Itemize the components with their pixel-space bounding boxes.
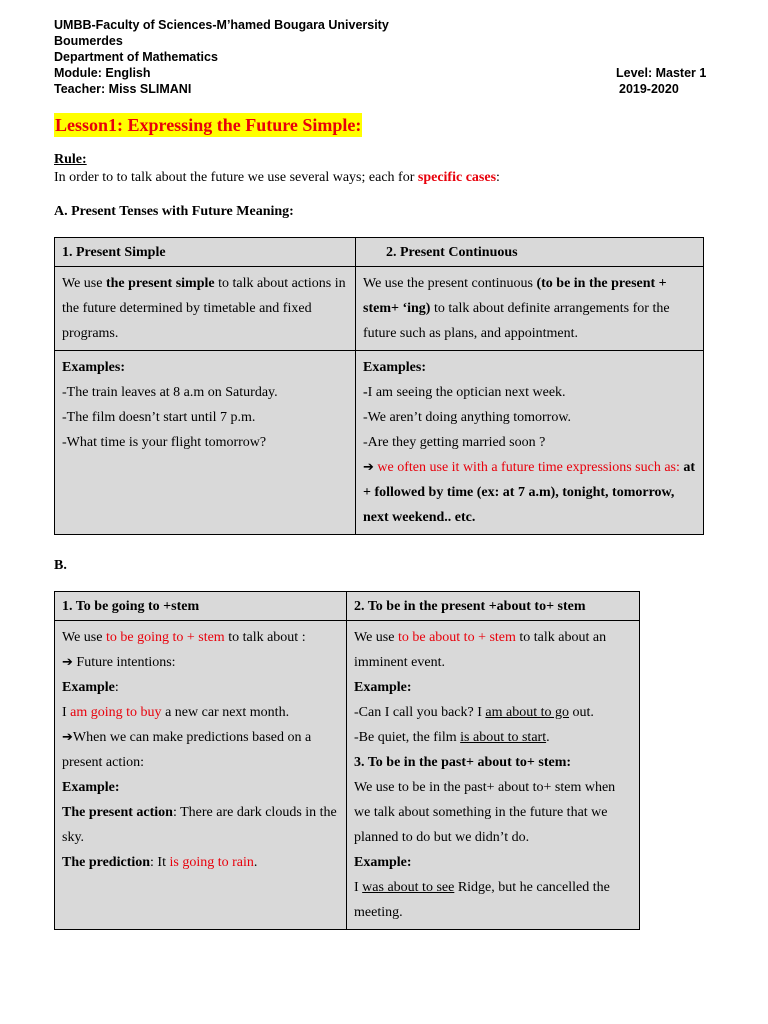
example-item: -The train leaves at 8 a.m on Saturday. [62,385,278,400]
arrow-right-icon: ➔ [62,655,73,670]
present-continuous-description [356,267,704,351]
desc-text: to talk about definite arrangements for the future such as plans, and appointment. [363,301,670,341]
desc-text: We use the present continuous [363,276,537,291]
past-about-to-heading: 3. To be in the past+ about to+ stem: [354,755,572,770]
table-row [55,351,704,535]
table-row [55,621,640,930]
present-action-text: : There are dark clouds in the sky. [62,805,337,845]
section-b-heading: B. [54,558,67,573]
example-text: . [546,730,550,745]
example-item [62,700,339,725]
example-label: Example: [354,855,412,870]
example-text: I [354,880,363,895]
desc-bold: the present simple [105,276,215,291]
examples-label: Examples: [62,360,125,375]
module-line: Module: English [54,66,151,80]
rule-text [54,170,500,186]
usage-text: We use [354,630,398,645]
examples-label: Examples: [363,360,426,375]
usage-text: to talk about : [224,630,306,645]
present-continuous-header: 2. Present Continuous [356,238,704,267]
lesson-title: Lesson1: Expressing the Future Simple: [55,115,362,135]
predictions-text: When we can make predictions based on a present action: [62,730,312,770]
rule-label: Rule: [54,152,87,167]
example-text: Ridge, but he cancelled the meeting. [354,880,610,920]
example-colon: : [114,680,119,695]
arrow-right-icon: ➔ [62,730,73,745]
going-to-content [55,621,347,930]
example-item: -We aren’t doing anything tomorrow. [363,410,572,425]
present-action-label: The present action [62,805,173,820]
example-item [363,380,696,405]
section-a-heading: A. Present Tenses with Future Meaning: [54,204,294,219]
level-line: Level: Master 1 [616,66,707,80]
example-item [354,700,632,725]
example-text: -Can I call you back? I [354,705,486,720]
going-to-usage [62,625,339,650]
predictions-line [62,725,339,775]
present-simple-description [55,267,356,351]
example-label-text: Example [62,680,115,695]
present-action-line [62,800,339,850]
example-underlined: is about to start [460,730,547,745]
example-item: -What time is your flight tomorrow? [62,435,267,450]
going-to-about-to-table [54,591,640,930]
usage-text: to talk about an imminent event. [354,630,607,670]
example-label: Example: [354,680,412,695]
about-to-usage [354,625,632,675]
desc-text: to talk about actions in the future determined by timetable and fixed programs. [62,276,346,341]
note-bold-text: at + followed by time (ex: at 7 a.m), tonight, tomorrow, next weekend.. etc. [363,460,696,525]
intentions-line [62,650,339,675]
example-item: -Are they getting married soon ? [363,435,546,450]
past-about-to-text: We use to be in the past+ about to+ stem when we talk about something in the future that we planned to do but we didn’t do. [354,780,616,845]
table-row [55,267,704,351]
present-continuous-examples [356,351,704,535]
usage-text: We use [62,630,106,645]
usage-red: to be going to + stem [105,630,225,645]
prediction-text: . [253,855,258,870]
rule-highlight: specific cases [417,170,497,185]
level-block [616,65,706,97]
about-to-header: 2. To be in the present +about to+ stem [347,592,640,621]
example-label [62,675,339,700]
prediction-label: The prediction [62,855,151,870]
example-text: I am seeing the optician next week. [367,385,566,400]
prediction-line [62,850,339,875]
example-label: Example: [62,780,120,795]
example-item: -The film doesn’t start until 7 p.m. [62,410,256,425]
year-line: 2019-2020 [619,82,679,96]
present-simple-header: 1. Present Simple [55,238,356,267]
table-row [55,592,640,621]
department-line: Department of Mathematics [54,50,218,64]
example-underlined: was about to see [362,880,455,895]
usage-red: to be about to + stem [397,630,516,645]
time-expression-note [363,455,696,530]
present-simple-examples [55,351,356,535]
about-to-content [347,621,640,930]
example-dash: - [363,385,368,400]
note-red-text: we often use it with a future time expressions such as: [373,460,684,475]
present-tenses-table [54,237,704,535]
prediction-text: : It [150,855,170,870]
arrow-right-icon: ➔ [363,460,374,475]
going-to-header: 1. To be going to +stem [55,592,347,621]
desc-text: We use [62,276,106,291]
rule-text-a: In order to to talk about the future we use several ways; each for [54,170,418,185]
prediction-red: is going to rain [169,855,254,870]
table-row [55,238,704,267]
city-line: Boumerdes [54,34,123,48]
example-text: out. [569,705,594,720]
example-item [354,725,632,750]
example-text: I [62,705,71,720]
example-red: am going to buy [70,705,162,720]
example-item [354,875,632,925]
intentions-text: Future intentions: [72,655,176,670]
document-header [54,17,389,97]
example-text: a new car next month. [161,705,290,720]
teacher-line: Teacher: Miss SLIMANI [54,82,192,96]
desc-bold: (to be in the present + stem+ ‘ing) [363,276,667,316]
example-text: -Be quiet, the film [354,730,461,745]
rule-text-b: : [496,170,500,185]
example-underlined: am about to go [485,705,569,720]
university-line: UMBB-Faculty of Sciences-M’hamed Bougara University [54,18,389,32]
